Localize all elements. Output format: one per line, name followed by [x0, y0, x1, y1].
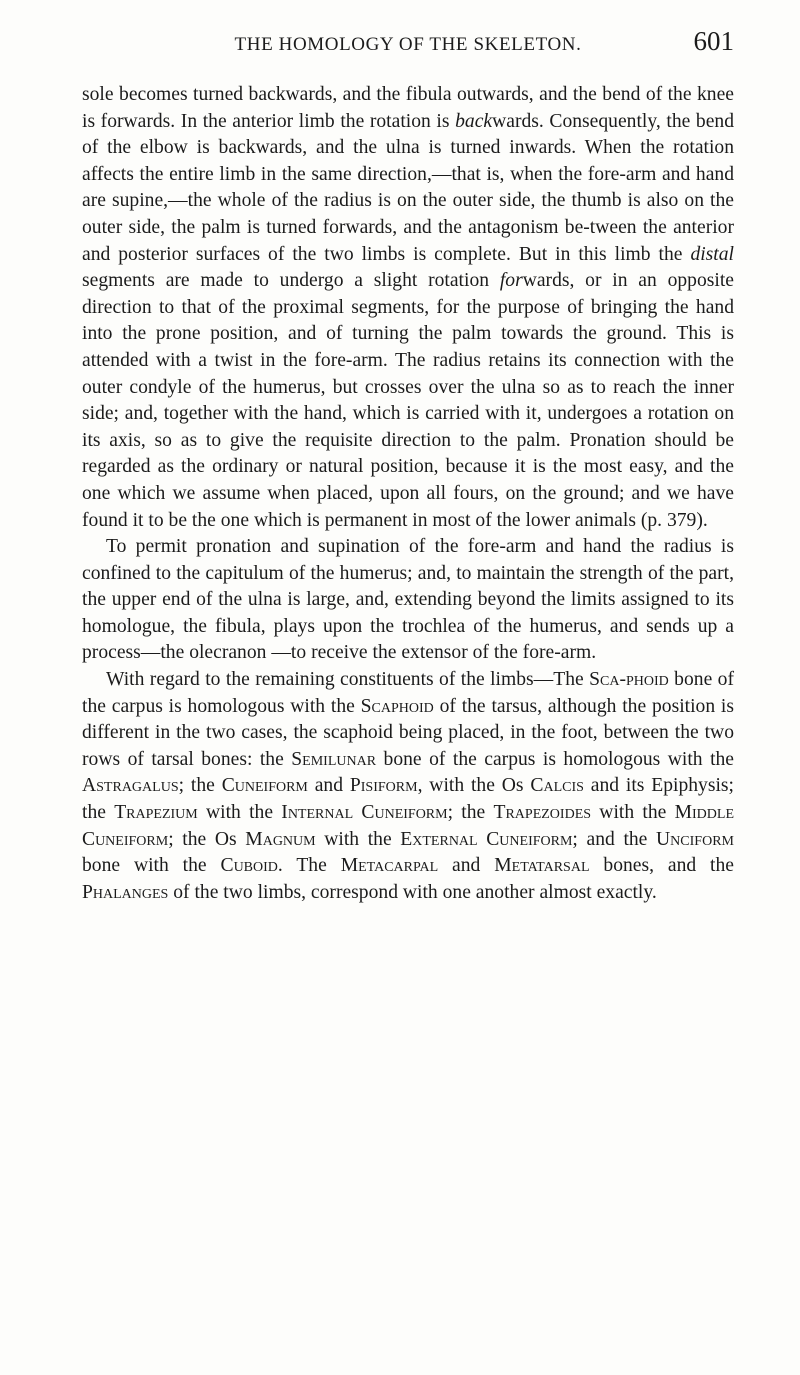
- small-caps-term: Phalanges: [82, 881, 169, 903]
- small-caps-term: Scaphoid: [360, 695, 434, 717]
- body-text: [82, 82, 734, 906]
- small-caps-term: Middle Cuneiform: [82, 802, 735, 850]
- small-caps-term: Unciform: [656, 828, 734, 850]
- small-caps-term: Semilunar: [291, 748, 377, 770]
- small-caps-term: Astragalus: [82, 775, 179, 797]
- text-run: bone of the carpus is homologous with the: [376, 748, 734, 770]
- text-run: with the: [591, 802, 675, 824]
- text-run: with the: [315, 828, 401, 850]
- page-header: [82, 20, 734, 60]
- text-run: . The: [277, 855, 341, 877]
- small-caps-term: Pisiform: [349, 775, 418, 797]
- text-run: segments are made to undergo a slight rotation: [82, 270, 500, 292]
- small-caps-term: Metatarsal: [494, 855, 590, 877]
- text-run: ; and the: [572, 828, 657, 850]
- italic-run: distal: [690, 243, 734, 265]
- paragraph-2: [82, 534, 734, 667]
- small-caps-term: Sca-phoid: [589, 669, 669, 691]
- text-run: of the two limbs, correspond with one another almost exactly.: [168, 881, 657, 903]
- small-caps-term: Cuboid: [220, 855, 278, 877]
- small-caps-term: External Cuneiform: [400, 828, 573, 850]
- text-run: ; the: [178, 775, 222, 797]
- paragraph-3: [82, 667, 734, 906]
- text-run: bone with the: [82, 855, 221, 877]
- text-run: With regard to the remaining constituents of the limbs—The: [106, 669, 590, 691]
- text-run: and its Epiphysis; the: [82, 775, 734, 824]
- text-run: wards. Consequently, the bend of the elbow is backwards, and the ulna is turned inwards. When the rotation affects the entire limb in the same direction,—that is, when the fore-arm and hand are supine,—the whole of the radius is on the outer side, the thumb is also on the outer side, the palm is turned forwards, and the antagonism be-tween the anterior and posterior surfaces of the two limbs is complete. But in this limb the: [82, 110, 734, 265]
- italic-run: back: [455, 110, 493, 132]
- text-run: sole becomes turned backwards, and the fibula outwards, and the bend of the knee is forwards. In the anterior limb the rotation is: [82, 84, 734, 132]
- page-number: 601: [693, 26, 734, 56]
- text-run: ; the Os: [168, 828, 246, 850]
- paragraph-1: [82, 82, 734, 534]
- small-caps-term: Cuneiform: [221, 775, 308, 797]
- text-run: and: [307, 775, 350, 797]
- small-caps-term: Trapezoides: [493, 802, 592, 824]
- running-title: THE HOMOLOGY OF THE SKELETON.: [234, 34, 582, 55]
- text-run: wards, or in an opposite direction to that of the proximal segments, for the purpose of bringing the hand into the prone position, and of turning the palm towards the ground. This is attended with a twist in the fore-arm. The radius retains its connection with the outer condyle of the humerus, but crosses over the ulna so as to reach the inner side; and, together with the hand, which is carried with it, undergoes a rotation on its axis, so as to give the requisite direction to the palm. Pronation should be regarded as the ordinary or natural position, because it is the most easy, and the one which we assume when placed, upon all fours, on the ground; and we have found it to be the one which is permanent in most of the lower animals (p. 379).: [82, 270, 734, 531]
- text-run: with the: [197, 802, 282, 824]
- text-run: , with the Os: [417, 775, 531, 797]
- text-run: To permit pronation and supination of the fore-arm and hand the radius is confined to the capitulum of the humerus; and, to maintain the strength of the part, the upper end of the ulna is large, and, extending beyond the limits assigned to its homologue, the fibula, plays upon the trochlea of the humerus, and sends up a process—the olecranon —to receive the extensor of the fore-arm.: [82, 536, 734, 664]
- small-caps-term: Magnum: [245, 828, 316, 850]
- small-caps-term: Trapezium: [114, 802, 198, 824]
- text-run: ; the: [447, 802, 494, 824]
- small-caps-term: Internal Cuneiform: [281, 802, 448, 824]
- text-run: of the tarsus, although the position is different in the two cases, the scaphoid being placed, in the foot, between the two rows of tarsal bones: the: [82, 695, 734, 770]
- text-run: bone of the carpus is homologous with the: [82, 669, 734, 717]
- text-run: bones, and the: [589, 855, 734, 877]
- small-caps-term: Metacarpal: [340, 855, 439, 877]
- text-run: and: [438, 855, 495, 877]
- italic-run: for: [499, 270, 523, 292]
- small-caps-term: Calcis: [530, 775, 584, 797]
